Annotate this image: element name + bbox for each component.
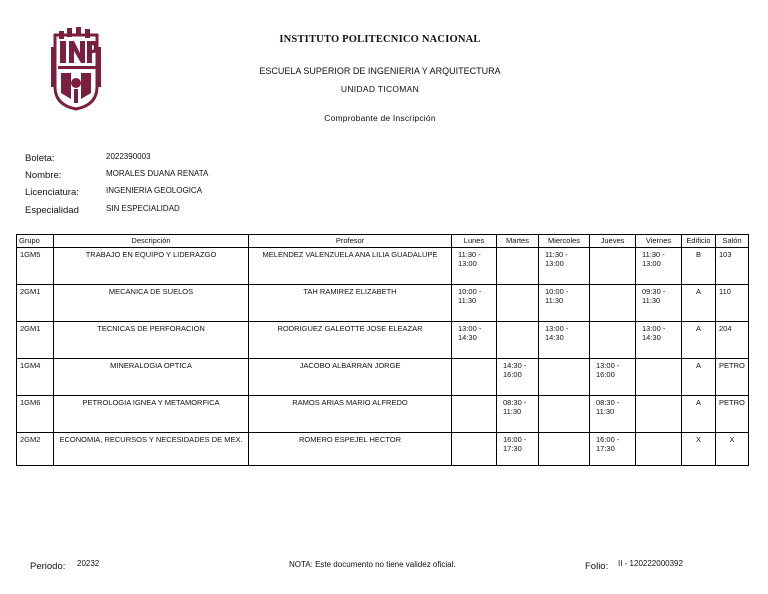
cell-jueves xyxy=(590,322,636,359)
cell-lunes xyxy=(452,359,497,396)
col-header-profesor: Profesor xyxy=(249,235,452,248)
cell-jueves xyxy=(590,248,636,285)
table-row xyxy=(17,359,749,396)
cell-jueves: 08:30 - 11:30 xyxy=(590,396,636,433)
cell-lunes: 13:00 - 14:30 xyxy=(452,322,497,359)
col-header-edificio: Edificio xyxy=(682,235,716,248)
boleta-label: Boleta: xyxy=(25,153,55,164)
cell-salon: X xyxy=(716,433,749,466)
cell-profesor: ROMERO ESPEJEL HECTOR xyxy=(249,433,452,466)
cell-edificio: A xyxy=(682,359,716,396)
cell-lunes xyxy=(452,433,497,466)
table-header-row xyxy=(17,235,749,248)
table-row xyxy=(17,322,749,359)
cell-profesor: RODRIGUEZ GALEOTTE JOSE ELEAZAR xyxy=(249,322,452,359)
table-row xyxy=(17,433,749,466)
col-header-miercoles: Miercoles xyxy=(539,235,590,248)
cell-edificio: A xyxy=(682,322,716,359)
cell-grupo: 1GM6 xyxy=(17,396,54,433)
cell-martes: 08:30 - 11:30 xyxy=(497,396,539,433)
document-title: Comprobante de Inscripción xyxy=(324,113,436,123)
cell-grupo: 2GM1 xyxy=(17,322,54,359)
col-header-descripcion: Descripción xyxy=(54,235,249,248)
cell-martes xyxy=(497,322,539,359)
cell-descripcion: MINERALOGIA OPTICA xyxy=(54,359,249,396)
boleta-value: 2022390003 xyxy=(106,152,151,161)
col-header-grupo: Grupo xyxy=(17,235,54,248)
cell-lunes xyxy=(452,396,497,433)
cell-edificio: B xyxy=(682,248,716,285)
cell-salon: 103 xyxy=(716,248,749,285)
ipn-logo xyxy=(47,27,105,111)
cell-lunes: 11:30 - 13:00 xyxy=(452,248,497,285)
cell-viernes xyxy=(636,396,682,433)
table-row xyxy=(17,285,749,322)
cell-lunes: 10:00 - 11:30 xyxy=(452,285,497,322)
nombre-label: Nombre: xyxy=(25,170,62,181)
folio-label: Folio: xyxy=(585,561,609,572)
nombre-value: MORALES DUANA RENATA xyxy=(106,169,209,178)
cell-salon: PETRO xyxy=(716,359,749,396)
unit-name: UNIDAD TICOMAN xyxy=(340,84,420,94)
especialidad-value: SIN ESPECIALIDAD xyxy=(106,204,180,213)
cell-salon: PETRO xyxy=(716,396,749,433)
cell-grupo: 1GM4 xyxy=(17,359,54,396)
cell-profesor: TAH RAMIREZ ELIZABETH xyxy=(249,285,452,322)
col-header-jueves: Jueves xyxy=(590,235,636,248)
cell-profesor: MELENDEZ VALENZUELA ANA LILIA GUADALUPE xyxy=(249,248,452,285)
school-name: ESCUELA SUPERIOR DE INGENIERIA Y ARQUITECTURA xyxy=(259,66,501,76)
cell-viernes: 11:30 - 13:00 xyxy=(636,248,682,285)
folio-value: II - 120222000392 xyxy=(618,559,683,568)
cell-profesor: JACOBO ALBARRAN JORGE xyxy=(249,359,452,396)
cell-descripcion: TRABAJO EN EQUIPO Y LIDERAZGO xyxy=(54,248,249,285)
periodo-value: 20232 xyxy=(77,559,100,568)
cell-salon: 204 xyxy=(716,322,749,359)
cell-miercoles xyxy=(539,396,590,433)
cell-viernes: 13:00 - 14:30 xyxy=(636,322,682,359)
cell-martes: 14:30 - 16:00 xyxy=(497,359,539,396)
cell-miercoles: 10:00 - 11:30 xyxy=(539,285,590,322)
cell-grupo: 2GM2 xyxy=(17,433,54,466)
cell-martes: 16:00 - 17:30 xyxy=(497,433,539,466)
cell-edificio: A xyxy=(682,396,716,433)
disclaimer-note: NOTA: Este documento no tiene validez oficial. xyxy=(289,560,456,569)
col-header-salon: Salón xyxy=(716,235,749,248)
col-header-martes: Martes xyxy=(497,235,539,248)
cell-miercoles xyxy=(539,433,590,466)
cell-viernes: 09:30 - 11:30 xyxy=(636,285,682,322)
cell-jueves: 16:00 - 17:30 xyxy=(590,433,636,466)
cell-salon: 110 xyxy=(716,285,749,322)
table-row xyxy=(17,248,749,285)
cell-jueves xyxy=(590,285,636,322)
table-row xyxy=(17,396,749,433)
periodo-label: Periodo: xyxy=(30,561,66,572)
cell-jueves: 13:00 - 16:00 xyxy=(590,359,636,396)
cell-viernes xyxy=(636,359,682,396)
cell-edificio: A xyxy=(682,285,716,322)
cell-grupo: 1GM5 xyxy=(17,248,54,285)
cell-edificio: X xyxy=(682,433,716,466)
col-header-viernes: Viernes xyxy=(636,235,682,248)
cell-descripcion: TECNICAS DE PERFORACION xyxy=(54,322,249,359)
cell-miercoles xyxy=(539,359,590,396)
licenciatura-label: Licenciatura: xyxy=(25,187,79,198)
licenciatura-value: INGENIERIA GEOLOGICA xyxy=(106,186,203,195)
cell-martes xyxy=(497,248,539,285)
institution-name: INSTITUTO POLITECNICO NACIONAL xyxy=(279,34,481,45)
cell-miercoles: 13:00 - 14:30 xyxy=(539,322,590,359)
cell-miercoles: 11:30 - 13:00 xyxy=(539,248,590,285)
cell-descripcion: MECANICA DE SUELOS xyxy=(54,285,249,322)
cell-profesor: RAMOS ARIAS MARIO ALFREDO xyxy=(249,396,452,433)
schedule-table xyxy=(16,234,749,466)
cell-descripcion: ECONOMIA, RECURSOS Y NECESIDADES DE MEX. xyxy=(54,433,249,466)
cell-descripcion: PETROLOGIA IGNEA Y METAMORFICA xyxy=(54,396,249,433)
cell-martes xyxy=(497,285,539,322)
cell-grupo: 2GM1 xyxy=(17,285,54,322)
col-header-lunes: Lunes xyxy=(452,235,497,248)
cell-viernes xyxy=(636,433,682,466)
especialidad-label: Especialidad xyxy=(25,205,79,216)
